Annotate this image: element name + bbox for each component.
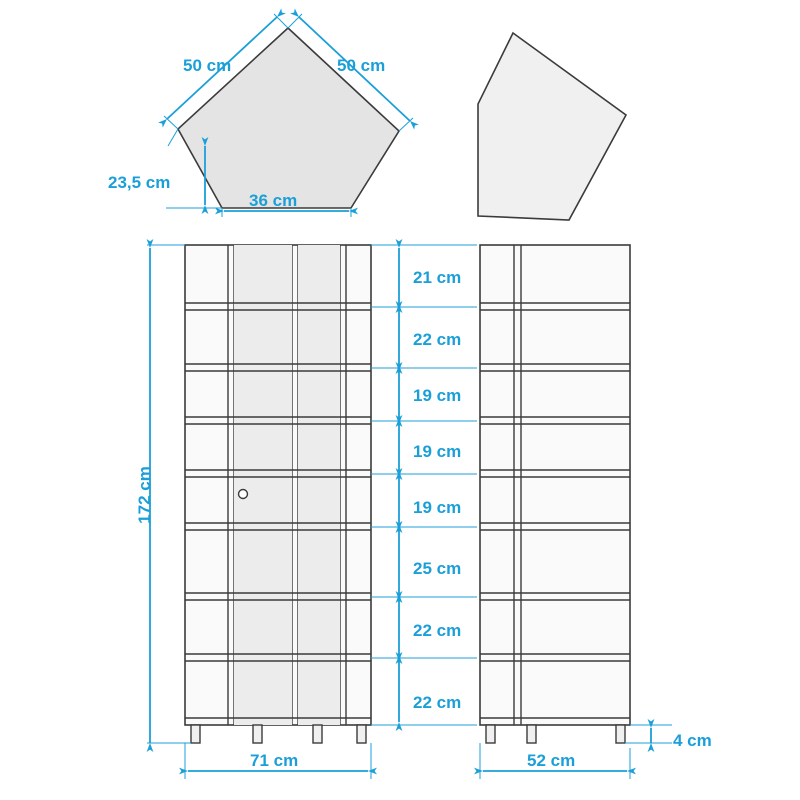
foot [527,725,536,743]
foot [616,725,625,743]
foot [486,725,495,743]
dim-label-foot-height: 4 cm [673,731,712,750]
dim-shelf-heights [371,245,477,725]
dim-label-depth: 23,5 cm [108,173,171,192]
foot [313,725,322,743]
dim-foot-height [625,725,672,743]
foot [191,725,200,743]
dim-label-front-width: 36 cm [249,191,298,210]
top-view-plain [478,33,626,220]
front-view-with-door [185,245,371,743]
dim-label-shelf-6: 25 cm [413,559,462,578]
top-view-shape [178,28,399,208]
dim-label-shelf-2: 22 cm [413,330,462,349]
door-panel-right [298,245,340,725]
side-view-outer-frame [480,245,630,725]
dim-label-shelf-8: 22 cm [413,693,462,712]
side-view-open [480,245,630,743]
dim-label-shelf-7: 22 cm [413,621,462,640]
dim-label-shelf-4: 19 cm [413,442,462,461]
dim-label-shelf-5: 19 cm [413,498,462,517]
dim-label-left-edge: 50 cm [183,56,232,75]
dim-label-right-edge: 50 cm [337,56,386,75]
top-view-dimensioned [178,28,399,208]
top-view-plain-shape [478,33,626,220]
dim-label-shelf-1: 21 cm [413,268,462,287]
dim-label-width-side: 52 cm [527,751,576,770]
foot [253,725,262,743]
dim-label-width-front: 71 cm [250,751,299,770]
door-knob [239,490,248,499]
door-panel-left [234,245,292,725]
dim-label-shelf-3: 19 cm [413,386,462,405]
dim-label-total-height: 172 cm [135,466,154,524]
foot [357,725,366,743]
